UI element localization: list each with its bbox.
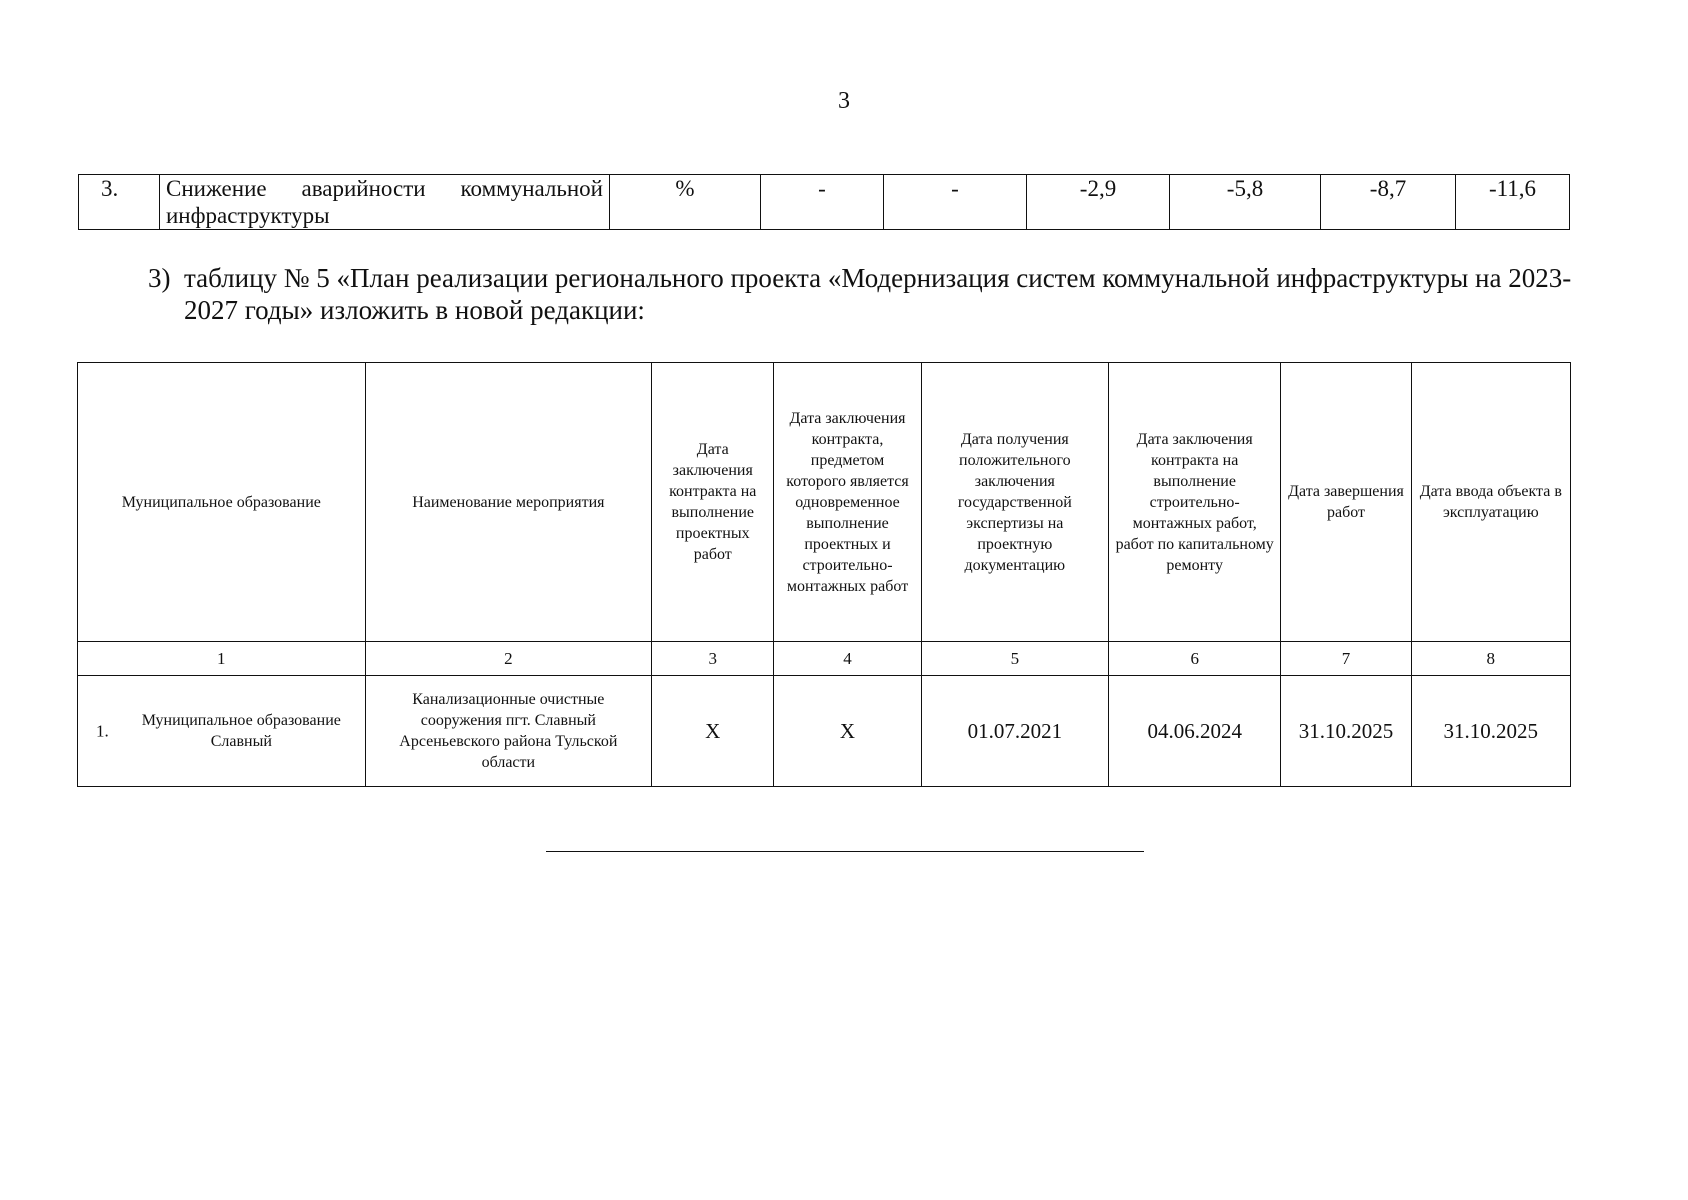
header-design-contract-date: Дата заключения контракта на выполнение проектных работ xyxy=(652,363,774,642)
header-completion-date: Дата завершения работ xyxy=(1281,363,1411,642)
table-row xyxy=(78,676,1571,787)
row-number: 1. xyxy=(96,721,109,741)
header-expertise-date: Дата получения положительного заключения государственной экспертизы на проектную документацию xyxy=(921,363,1108,642)
completion-date: 31.10.2025 xyxy=(1281,676,1411,787)
design-contract-date: Х xyxy=(652,676,774,787)
indicator-value: -8,7 xyxy=(1321,175,1456,230)
table-row xyxy=(79,175,1570,230)
header-combined-contract-date: Дата заключения контракта, предметом которого является одновременное выполнение проектных и строительно-монтажных работ xyxy=(774,363,921,642)
indicator-value: -2,9 xyxy=(1027,175,1170,230)
indicator-name: Снижение аварийности коммунальной инфраструктуры xyxy=(160,175,610,230)
end-rule xyxy=(546,851,1144,852)
indicator-value: - xyxy=(761,175,884,230)
implementation-plan-table xyxy=(77,362,1571,787)
table-header-row xyxy=(78,363,1571,642)
column-number: 7 xyxy=(1281,642,1411,676)
column-number: 8 xyxy=(1411,642,1570,676)
column-number: 2 xyxy=(365,642,652,676)
paragraph-marker: 3) xyxy=(148,263,171,293)
header-activity: Наименование мероприятия xyxy=(365,363,652,642)
activity-name: Канализационные очистные сооружения пгт. Славный Арсеньевского района Тульской области xyxy=(365,676,652,787)
indicator-unit: % xyxy=(610,175,761,230)
amendment-paragraph xyxy=(148,262,1588,326)
expertise-date: 01.07.2021 xyxy=(921,676,1108,787)
row-number: 3. xyxy=(79,175,160,230)
indicator-value: - xyxy=(884,175,1027,230)
header-construction-contract-date: Дата заключения контракта на выполнение строительно-монтажных работ, работ по капитальному ремонту xyxy=(1109,363,1281,642)
column-number: 1 xyxy=(78,642,366,676)
indicator-value: -5,8 xyxy=(1170,175,1321,230)
header-commissioning-date: Дата ввода объекта в эксплуатацию xyxy=(1411,363,1570,642)
commissioning-date: 31.10.2025 xyxy=(1411,676,1570,787)
construction-contract-date: 04.06.2024 xyxy=(1109,676,1281,787)
column-number: 5 xyxy=(921,642,1108,676)
municipality-cell xyxy=(78,676,366,787)
page-number: 3 xyxy=(838,88,850,114)
header-municipality: Муниципальное образование xyxy=(78,363,366,642)
combined-contract-date: Х xyxy=(774,676,921,787)
column-number: 6 xyxy=(1109,642,1281,676)
column-numbers-row xyxy=(78,642,1571,676)
column-number: 4 xyxy=(774,642,921,676)
municipality-name: Муниципальное образование Славный xyxy=(141,712,341,750)
paragraph-text: таблицу № 5 «План реализации регионального проекта «Модернизация систем коммунальной инфраструктуры на 2023-2027 годы» изложить в новой редакции: xyxy=(184,263,1572,325)
indicator-value: -11,6 xyxy=(1456,175,1570,230)
column-number: 3 xyxy=(652,642,774,676)
indicator-table xyxy=(78,174,1570,230)
